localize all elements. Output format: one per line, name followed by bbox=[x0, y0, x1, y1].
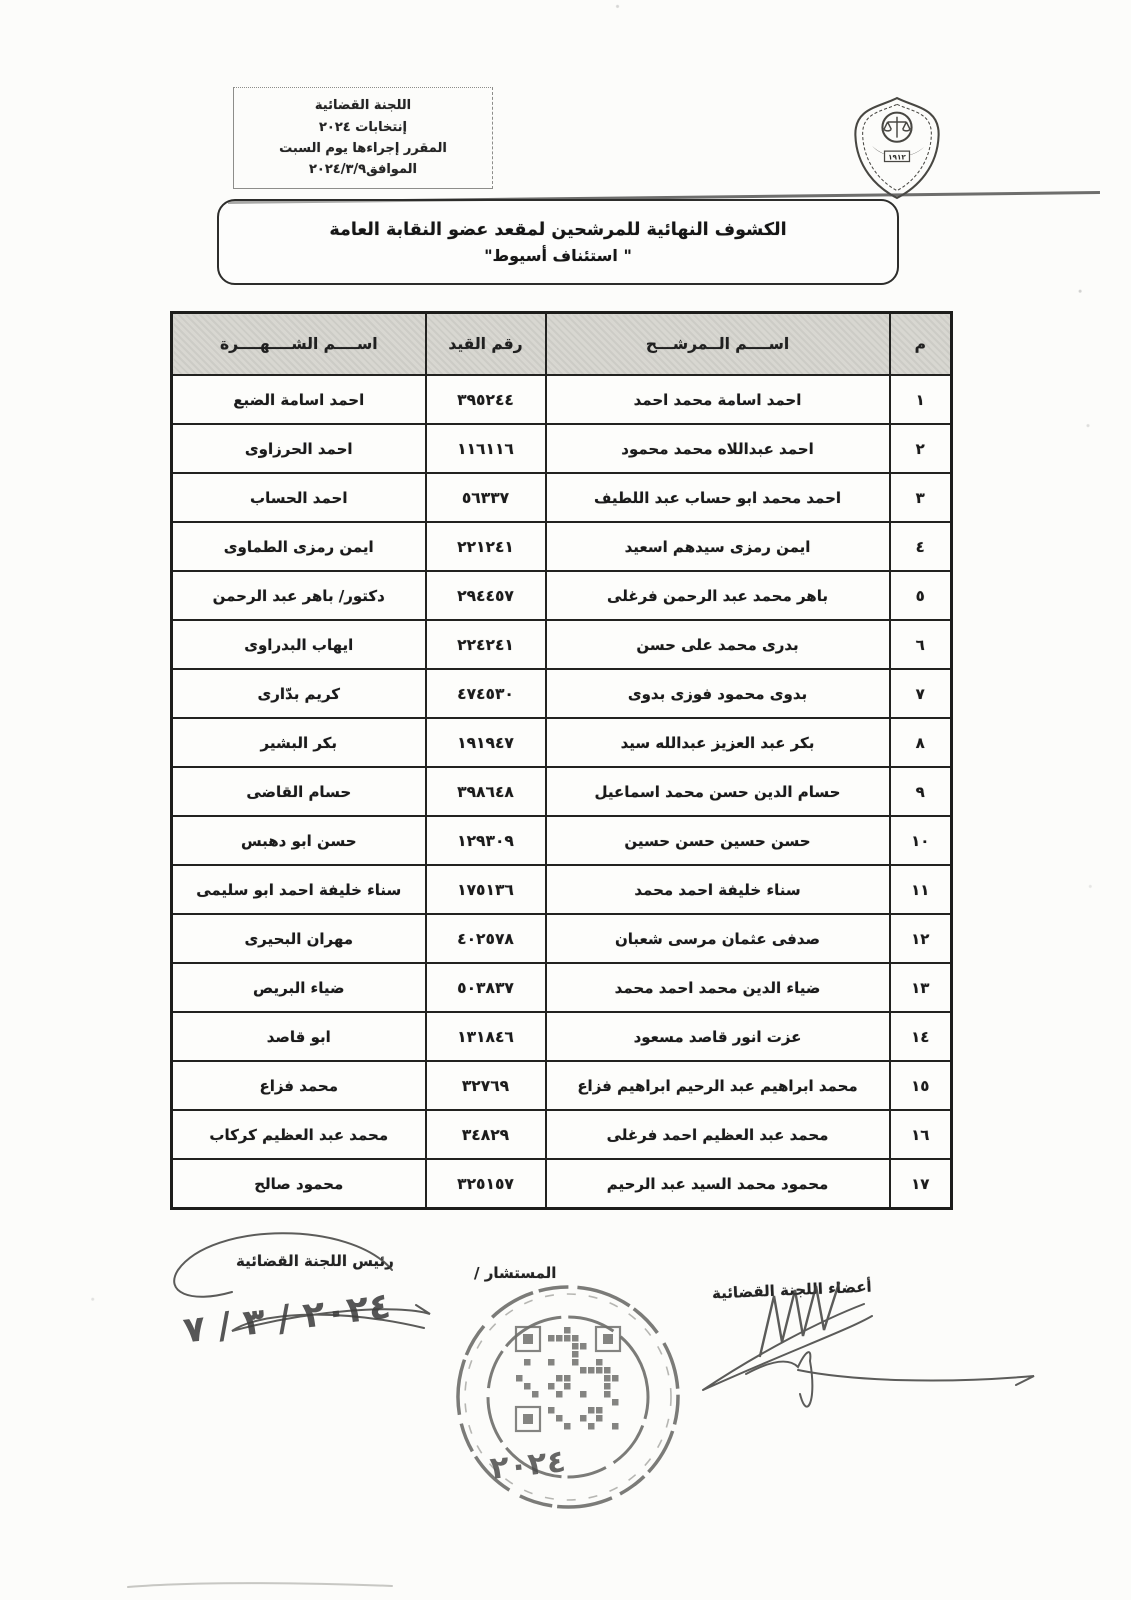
document-title-box bbox=[217, 199, 899, 285]
cell-name: احمد اسامة محمد احمد bbox=[546, 375, 890, 424]
cell-reg: ٢٢١٢٤١ bbox=[426, 522, 546, 571]
cell-reg: ١١٦١١٦ bbox=[426, 424, 546, 473]
scan-streak bbox=[128, 1583, 392, 1587]
cell-no: ٣ bbox=[890, 473, 952, 522]
cell-known: حسام القاضى bbox=[172, 767, 426, 816]
table-row bbox=[172, 1110, 952, 1159]
cell-no: ١٠ bbox=[890, 816, 952, 865]
member-signature-zigzag bbox=[760, 1283, 839, 1356]
cell-name: حسام الدين حسن محمد اسماعيل bbox=[546, 767, 890, 816]
handwritten-signature-date: ٢٠٢٤ / ٣ / ٧ bbox=[181, 1285, 393, 1352]
table-row bbox=[172, 914, 952, 963]
president-signature-stroke bbox=[174, 1233, 392, 1297]
table-row bbox=[172, 1061, 952, 1110]
cell-known: ابو قاصد bbox=[172, 1012, 426, 1061]
table-row bbox=[172, 424, 952, 473]
cell-name: بدرى محمد على حسن bbox=[546, 620, 890, 669]
cell-known: ايهاب البدراوى bbox=[172, 620, 426, 669]
cell-no: ٢ bbox=[890, 424, 952, 473]
stamp-year-text: ٢٠٢٤ bbox=[488, 1443, 568, 1487]
cell-name: حسن حسين حسن حسين bbox=[546, 816, 890, 865]
cell-no: ١٥ bbox=[890, 1061, 952, 1110]
cell-known: ايمن رمزى الطماوى bbox=[172, 522, 426, 571]
cell-reg: ١٧٥١٣٦ bbox=[426, 865, 546, 914]
cell-known: احمد الحساب bbox=[172, 473, 426, 522]
table-row bbox=[172, 669, 952, 718]
bar-association-emblem-logo bbox=[845, 96, 949, 200]
col-header-known-name: اســــم الشــــهــــرة bbox=[172, 313, 426, 376]
cell-name: باهر محمد عبد الرحمن فرغلى bbox=[546, 571, 890, 620]
cell-known: محمود صالح bbox=[172, 1159, 426, 1209]
committee-note-box bbox=[233, 87, 493, 189]
table-row bbox=[172, 522, 952, 571]
cell-known: محمد عبد العظيم كركاب bbox=[172, 1110, 426, 1159]
cell-name: احمد محمد ابو حساب عبد اللطيف bbox=[546, 473, 890, 522]
qr-code-pattern bbox=[516, 1327, 620, 1431]
cell-name: محمد عبد العظيم احمد فرغلى bbox=[546, 1110, 890, 1159]
cell-reg: ٣٩٥٢٤٤ bbox=[426, 375, 546, 424]
page-title: الكشوف النهائية للمرشحين لمقعد عضو النقابة العامة bbox=[329, 219, 787, 240]
table-row bbox=[172, 865, 952, 914]
cell-no: ٥ bbox=[890, 571, 952, 620]
cell-no: ٨ bbox=[890, 718, 952, 767]
cell-known: دكتور/ باهر عبد الرحمن bbox=[172, 571, 426, 620]
cell-known: سناء خليفة احمد ابو سليمى bbox=[172, 865, 426, 914]
cell-reg: ٢٢٤٢٤١ bbox=[426, 620, 546, 669]
table-row bbox=[172, 375, 952, 424]
cell-name: محمد ابراهيم عبد الرحيم ابراهيم فزاع bbox=[546, 1061, 890, 1110]
page-subtitle: " استئناف أسيوط" bbox=[484, 245, 632, 265]
cell-reg: ٥٠٣٨٣٧ bbox=[426, 963, 546, 1012]
cell-name: احمد عبداللاه محمد محمود bbox=[546, 424, 890, 473]
official-round-stamp bbox=[430, 1283, 710, 1543]
cell-no: ١٣ bbox=[890, 963, 952, 1012]
col-header-number: م bbox=[890, 313, 952, 376]
counselor-label: المستشار / bbox=[474, 1264, 557, 1282]
table-row bbox=[172, 571, 952, 620]
col-header-candidate-name: اســــم الــمرشـــح bbox=[546, 313, 890, 376]
cell-reg: ٢٩٤٤٥٧ bbox=[426, 571, 546, 620]
cell-known: محمد فزاع bbox=[172, 1061, 426, 1110]
cell-reg: ٣٢٥١٥٧ bbox=[426, 1159, 546, 1209]
cell-no: ١٧ bbox=[890, 1159, 952, 1209]
cell-reg: ٣٤٨٢٩ bbox=[426, 1110, 546, 1159]
emblem-year-text: ١٩١٢ bbox=[888, 152, 906, 162]
cell-reg: ٤٠٢٥٧٨ bbox=[426, 914, 546, 963]
table-header-row bbox=[172, 313, 952, 376]
col-header-registration-number: رقم القيد bbox=[426, 313, 546, 376]
note-line-4: الموافق٢٠٢٤/٣/٩ bbox=[309, 162, 417, 178]
cell-no: ٩ bbox=[890, 767, 952, 816]
note-line-3: المقرر إجراءها يوم السبت bbox=[279, 141, 447, 156]
cell-reg: ٥٦٣٣٧ bbox=[426, 473, 546, 522]
table-row bbox=[172, 767, 952, 816]
cell-known: كريم بدّارى bbox=[172, 669, 426, 718]
cell-name: صدفى عثمان مرسى شعبان bbox=[546, 914, 890, 963]
table-row bbox=[172, 620, 952, 669]
note-line-2: إنتخابات ٢٠٢٤ bbox=[319, 119, 407, 135]
cell-no: ١٤ bbox=[890, 1012, 952, 1061]
cell-known: احمد اسامة الضبع bbox=[172, 375, 426, 424]
president-signature-flourish bbox=[232, 1305, 430, 1331]
table-row bbox=[172, 963, 952, 1012]
cell-name: ضياء الدين محمد احمد محمد bbox=[546, 963, 890, 1012]
cell-no: ١٦ bbox=[890, 1110, 952, 1159]
cell-name: ايمن رمزى سيدهم اسعيد bbox=[546, 522, 890, 571]
cell-reg: ٣٩٨٦٤٨ bbox=[426, 767, 546, 816]
table-row bbox=[172, 816, 952, 865]
candidates-tbody bbox=[172, 375, 952, 1209]
candidates-table bbox=[170, 311, 953, 1210]
cell-known: ضياء البريص bbox=[172, 963, 426, 1012]
table-row bbox=[172, 473, 952, 522]
cell-no: ١ bbox=[890, 375, 952, 424]
cell-reg: ١٢٩٣٠٩ bbox=[426, 816, 546, 865]
cell-no: ٧ bbox=[890, 669, 952, 718]
cell-reg: ٣٢٧٦٩ bbox=[426, 1061, 546, 1110]
cell-name: محمود محمد السيد عبد الرحيم bbox=[546, 1159, 890, 1209]
cell-no: ٤ bbox=[890, 522, 952, 571]
note-line-1: اللجنة القضائية bbox=[314, 98, 412, 114]
cell-name: بدوى محمود فوزى بدوى bbox=[546, 669, 890, 718]
table-row bbox=[172, 1012, 952, 1061]
cell-known: احمد الحرزاوى bbox=[172, 424, 426, 473]
cell-no: ٦ bbox=[890, 620, 952, 669]
cell-known: مهران البحيرى bbox=[172, 914, 426, 963]
president-of-committee-label: رئيس اللجنة القضائية bbox=[236, 1252, 394, 1270]
table-row bbox=[172, 1159, 952, 1209]
cell-reg: ١٩١٩٤٧ bbox=[426, 718, 546, 767]
cell-name: سناء خليفة احمد محمد bbox=[546, 865, 890, 914]
cell-known: حسن ابو دهبس bbox=[172, 816, 426, 865]
cell-no: ١٢ bbox=[890, 914, 952, 963]
committee-members-label: أعضاء اللجنة القضائية bbox=[711, 1277, 873, 1303]
cell-name: بكر عبد العزيز عبدالله سيد bbox=[546, 718, 890, 767]
cell-reg: ١٣١٨٤٦ bbox=[426, 1012, 546, 1061]
cell-name: عزت انور قاصد مسعود bbox=[546, 1012, 890, 1061]
cell-reg: ٤٧٤٥٣٠ bbox=[426, 669, 546, 718]
table-header bbox=[172, 313, 952, 376]
cell-known: بكر البشير bbox=[172, 718, 426, 767]
member-signature-flourish bbox=[746, 1352, 1034, 1406]
cell-no: ١١ bbox=[890, 865, 952, 914]
table-row bbox=[172, 718, 952, 767]
